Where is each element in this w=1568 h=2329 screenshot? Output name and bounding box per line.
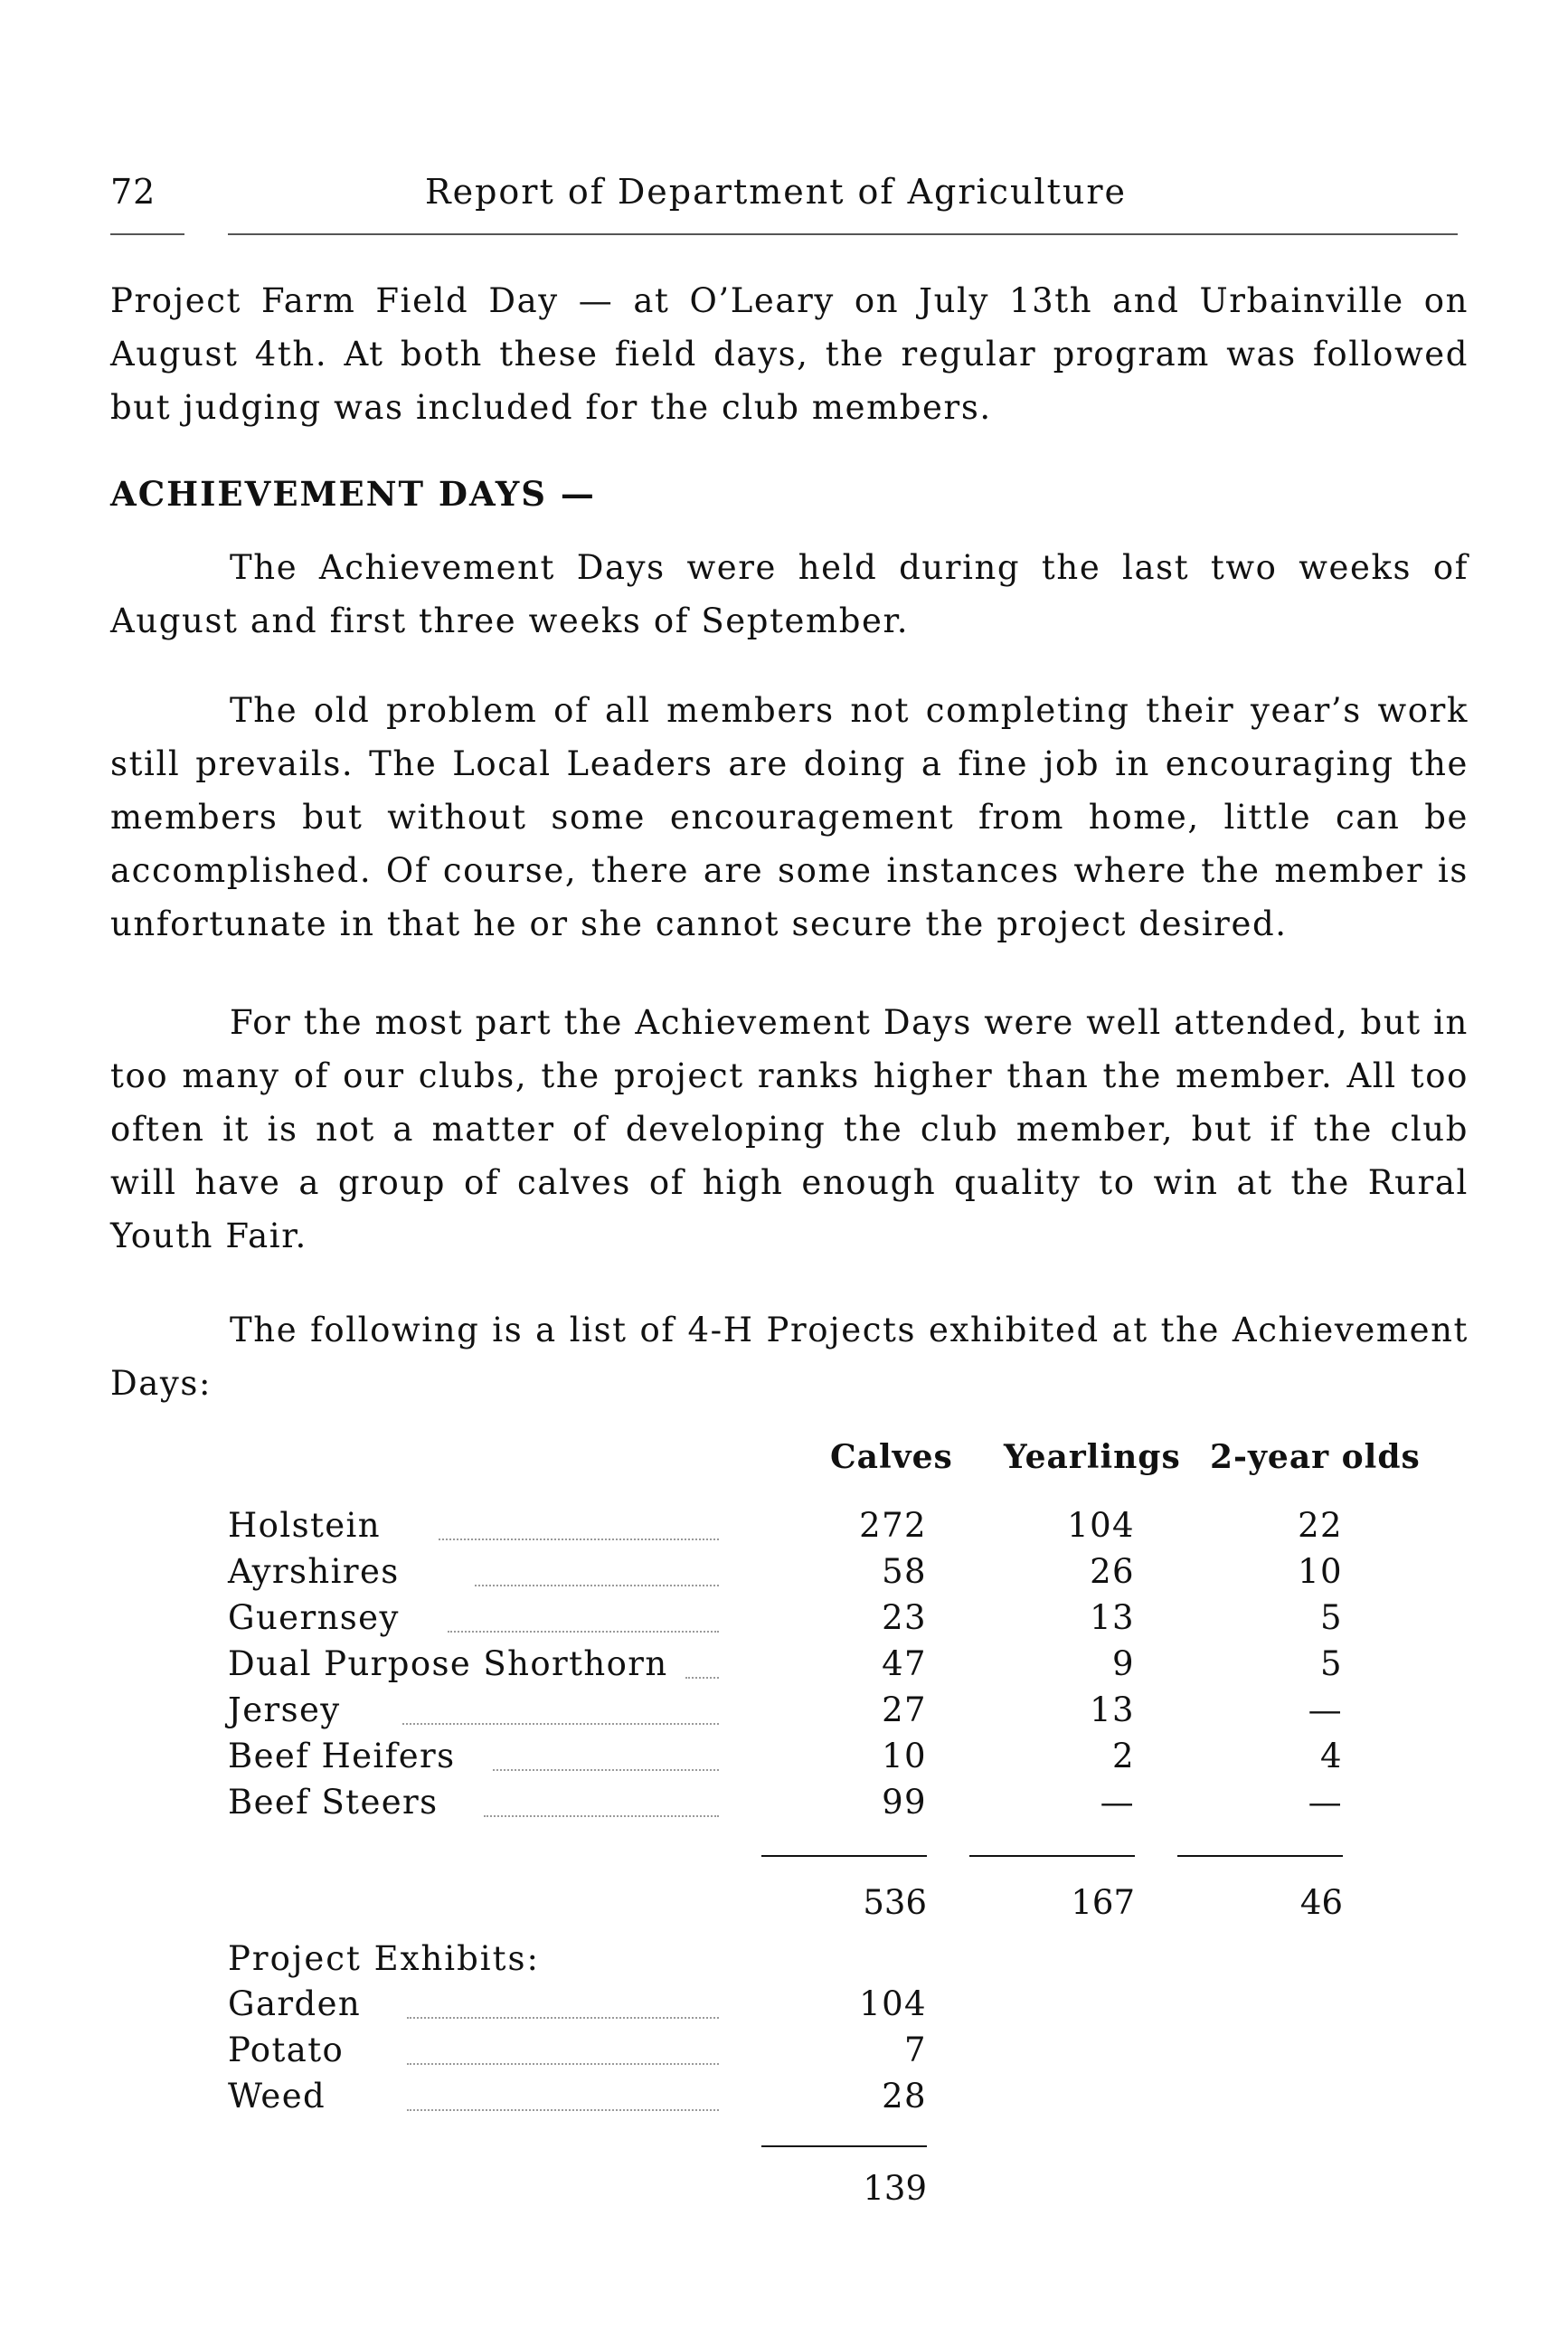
row-label: Dual Purpose Shorthorn: [228, 1644, 668, 1683]
exhibit-label: Potato: [228, 2031, 345, 2069]
project-exhibits-heading: Project Exhibits:: [228, 1939, 540, 1978]
paragraph-field-day: Project Farm Field Day — at O’Leary on July 13th and Urbainville on August 4th. At both these field days, the regular program was followed but judging was included for the club members.: [110, 281, 1469, 427]
dot-leader: [484, 1815, 719, 1817]
exhibit-label: Weed: [228, 2077, 326, 2116]
table-row: [0, 1783, 1568, 1828]
cell-yearlings: —: [1100, 1783, 1135, 1822]
dot-leader: [448, 1631, 719, 1633]
exhibit-value: 104: [859, 1984, 927, 2023]
cell-yearlings: 26: [1090, 1552, 1135, 1591]
dot-leader: [402, 1723, 719, 1725]
exhibit-row: [0, 2031, 1568, 2076]
row-label: Beef Steers: [228, 1783, 439, 1822]
dot-leader: [407, 2017, 719, 2019]
row-label: Beef Heifers: [228, 1737, 456, 1775]
cell-calves: 272: [859, 1506, 927, 1545]
table-row: [0, 1737, 1568, 1782]
running-header-title: Report of Department of Agriculture: [425, 172, 1127, 212]
column-header-two-year-olds: 2-year olds: [1210, 1438, 1421, 1476]
total-calves: 536: [863, 1883, 927, 1922]
cell-two-year-olds: 4: [1320, 1737, 1343, 1775]
cell-yearlings: 2: [1112, 1737, 1135, 1775]
dot-leader: [407, 2109, 719, 2111]
cell-yearlings: 9: [1112, 1644, 1135, 1683]
total-two-year-olds: 46: [1299, 1883, 1343, 1922]
exhibit-value: 7: [904, 2031, 927, 2069]
paragraph-achievement-dates: The Achievement Days were held during the last two weeks of August and first three weeks of September.: [110, 548, 1469, 640]
table-row: [0, 1552, 1568, 1597]
cell-two-year-olds: 10: [1298, 1552, 1343, 1591]
cell-two-year-olds: —: [1308, 1690, 1343, 1729]
cell-two-year-olds: 22: [1298, 1506, 1343, 1545]
exhibit-row: [0, 1984, 1568, 2030]
exhibits-total: 139: [863, 2169, 927, 2208]
section-heading-achievement-days: ACHIEVEMENT DAYS —: [110, 474, 596, 514]
cell-yearlings: 13: [1090, 1690, 1135, 1729]
table-row: [0, 1690, 1568, 1736]
exhibit-label: Garden: [228, 1984, 362, 2023]
row-label: Jersey: [228, 1690, 341, 1729]
cell-yearlings: 13: [1090, 1598, 1135, 1637]
cell-calves: 58: [882, 1552, 927, 1591]
exhibit-row: [0, 2077, 1568, 2122]
cell-calves: 10: [882, 1737, 927, 1775]
table-row: [0, 1506, 1568, 1551]
total-rule-yearlings: [969, 1855, 1135, 1857]
row-label: Ayrshires: [228, 1552, 400, 1591]
total-rule-two-year-olds: [1177, 1855, 1343, 1857]
total-yearlings: 167: [1071, 1883, 1135, 1922]
exhibits-total-rule: [761, 2145, 927, 2147]
dot-leader: [475, 1585, 719, 1586]
exhibit-value: 28: [882, 2077, 927, 2116]
paragraph-old-problem: The old problem of all members not completing their year’s work still prevails. The Local Leaders are doing a fine job in encouraging the members but without some encouragement from home, little can be accomplished. Of course, there are some instances where the member is unfortunate in that he or she cannot secure the project desired.: [110, 691, 1469, 943]
cell-calves: 23: [882, 1598, 927, 1637]
dot-leader: [685, 1677, 719, 1679]
paragraph-attendance: For the most part the Achievement Days were well attended, but in too many of our clubs, the project ranks higher than the member. All too often it is not a matter of developing the club member, but if the club will have a group of calves of high enough quality to win at the Rural Youth Fair.: [110, 1003, 1469, 1255]
row-label: Holstein: [228, 1506, 381, 1545]
cell-two-year-olds: —: [1308, 1783, 1343, 1822]
cell-two-year-olds: 5: [1320, 1644, 1343, 1683]
row-label: Guernsey: [228, 1598, 400, 1637]
cell-two-year-olds: 5: [1320, 1598, 1343, 1637]
dot-leader: [493, 1769, 719, 1771]
paragraph-list-intro: The following is a list of 4-H Projects exhibited at the Achievement Days:: [110, 1311, 1469, 1403]
cell-calves: 99: [882, 1783, 927, 1822]
cell-yearlings: 104: [1067, 1506, 1135, 1545]
dot-leader: [407, 2063, 719, 2065]
cell-calves: 47: [882, 1644, 927, 1683]
column-header-yearlings: Yearlings: [1004, 1438, 1181, 1476]
column-header-calves: Calves: [830, 1438, 953, 1476]
page-number: 72: [110, 172, 156, 212]
total-rule-calves: [761, 1855, 927, 1857]
dot-leader: [439, 1538, 719, 1540]
table-row: [0, 1644, 1568, 1690]
cell-calves: 27: [882, 1690, 927, 1729]
table-row: [0, 1598, 1568, 1643]
